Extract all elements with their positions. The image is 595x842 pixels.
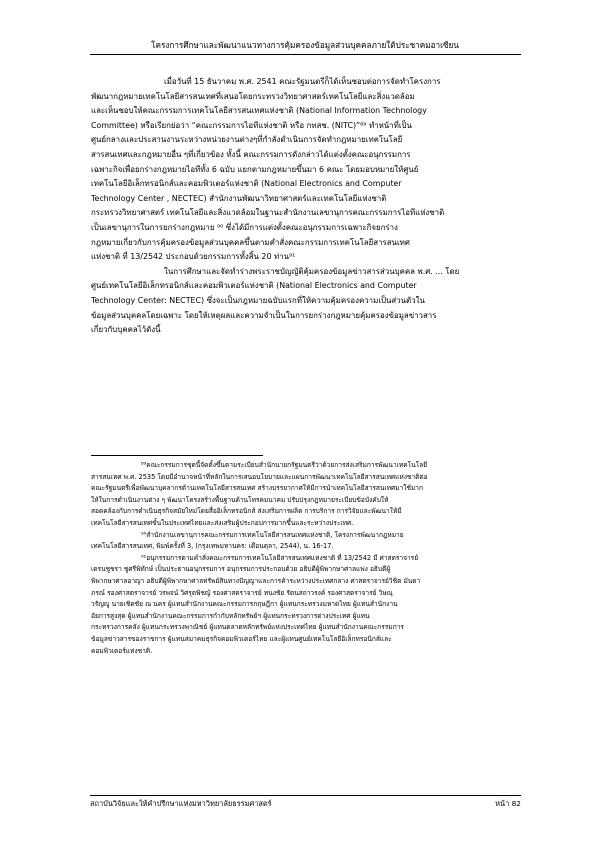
footer-institution: สถาบันวิจัยและให้คำปรึกษาแห่งมหาวิทยาลัยธรรมศาสตร์ xyxy=(90,799,272,808)
body-line: กฎหมายเกี่ยวกับการคุ้มครองข้อมูลส่วนบุคคลขึ้นตามคำสั่งคณะกรรมการเทคโนโลยีสารสนเทศ xyxy=(91,237,410,247)
footnote-line: พิพากษาศาลอาญา อธิบดีผู้พิพากษาศาลทรัพย์สินทางปัญญาและการค้าระหว่างประเทศกลาง ศาสตราจารย์วิชิต มันดา xyxy=(91,576,421,585)
footnote-line: ⁹⁰สำนักงานเลขานุการคณะกรรมการเทคโนโลยีสารสนเทศแห่งชาติ, โครงการพัฒนากฎหมาย xyxy=(141,530,404,539)
body-line: กระทรวงวิทยาศาสตร์ เทคโนโลยีและสิ่งแวดล้อมในฐานะสำนักงานเลขานุการคณะกรรมการไอทีแห่งชาติ xyxy=(91,208,445,218)
body-line: เป็นเลขานุการในการยกร่างกฎหมาย ⁹⁰ ซึ่งได้มีการแต่งตั้งคณะอนุกรรมการเฉพาะกิจยกร่าง xyxy=(91,222,398,232)
footnote-line: กระทรวงการคลัง ผู้แทนกระทรวงพาณิชย์ ผู้แทนตลาดหลักทรัพย์แห่งประเทศไทย ผู้แทนสำนักงานคณะกรรมการ xyxy=(91,623,404,632)
footnote-line: เดรนชูชรา ชูศรีพิทักษ์ เป็นประธานอนุกรรมการ อนุกรรมการประกอบด้วย อธิบดีผู้พิพากษาศาลแพ่ง อธิบดีผู้ xyxy=(91,565,391,574)
body-line: ศูนย์เทคโนโลยีอิเล็กทรอนิกส์และคอมพิวเตอร์แห่งชาติ (National Electronics and Computer xyxy=(91,281,417,291)
footnote-line: ภรณ์ รองศาสตราจารย์ วรพจน์ วิศรุตพิชญ์ รองศาสตราจารย์ ทนงชัย รัตนสถาวรงค์ รองศาสตราจารย์ วิษณุ xyxy=(91,588,393,597)
body-line: พัฒนากฎหมายเทคโนโลยีสารสนเทศที่เสนอโดยกระทรวงวิทยาศาสตร์เทคโนโลยีและสิ่งแวดล้อม xyxy=(91,91,415,101)
body-line: แห่งชาติ ที่ 13/2542 ประกอบด้วยกรรมการทั้งสิ้น 20 ท่าน⁹¹ xyxy=(91,252,296,262)
footnote-line: ⁸⁹คณะกรรมการชุดนี้จัดตั้งขึ้นตามระเบียบสำนักนายกรัฐมนตรีว่าด้วยการส่งเสริมการพัฒนาเทคโนโลยี xyxy=(141,461,428,469)
footnote-line: อัยการสูงสุด ผู้แทนสำนักงานคณะกรรมการกำกับหลักทรัพย์ฯ ผู้แทนกระทรวงการต่างประเทศ ผู้แทน xyxy=(91,611,370,620)
footnote-line: วรัญญู นายเชิดชัย ณ นคร ผู้แทนสำนักงานคณะกรรมการกฤษฎีกา ผู้แทนกระทรวงมหาดไทย ผู้แทนสำนักงาน xyxy=(91,600,398,609)
page-header-title: โครงการศึกษาและพัฒนาแนวทางการคุ้มครองข้อมูลส่วนบุคคลภายใต้ประชาคมอาเซียน xyxy=(151,40,459,50)
footnote-line: เทคโนโลยีสารสนเทศ, พิมพ์ครั้งที่ 3, (กรุงเทพมหานคร: เดือนตุลา, 2544), น. 16-17. xyxy=(91,542,334,551)
footnote-line: ⁹¹อนุกรรมการตามคำสั่งคณะกรรมการเทคโนโลยีสารสนเทศแห่งชาติ ที่ 13/2542 มี ศาสตราจารย์ xyxy=(141,553,419,562)
body-text xyxy=(91,75,521,338)
footnotes xyxy=(91,460,521,657)
footnote-line: ข้อมูลข่าวสารของราชการ ผู้แทนสมาคมธุรกิจคอมพิวเตอร์ไทย และผู้แทนศูนย์เทคโนโลยีอิเล็กทรอนิกส์และ xyxy=(91,634,392,643)
footnote-line: สอดคล้องกับการดำเนินธุรกิจสมัยใหม่โดยสื่ออิเล็กทรอนิกส์ ส่งเสริมการผลิต การบริการ การวิจัยและพัฒนาให้มี xyxy=(91,507,402,516)
body-line: ข้อมูลส่วนบุคคลโดยเฉพาะ โดยให้เหตุผลและความจำเป็นในการยกร่างกฎหมายคุ้มครองข้อมูลข่าวสาร xyxy=(91,310,437,320)
body-line: เทคโนโลยีอิเล็กทรอนิกส์และคอมพิวเตอร์แห่งชาติ (National Electronics and Computer xyxy=(91,179,402,189)
body-line: ในการศึกษาและจัดทำร่างพระราชบัญญัติคุ้มครองข้อมูลข่าวสารส่วนบุคคล พ.ศ. ... โดย xyxy=(164,266,460,276)
body-line: สารสนเทศและกฎหมายอื่น ๆที่เกี่ยวข้อง ทั้งนี้ คณะกรรมการดังกล่าวได้แต่งตั้งคณะอนุกรรมการ xyxy=(91,149,411,159)
footnote-line: สารสนเทศ พ.ศ. 2535 โดยมีอำนาจหน้าที่หลักในการเสนอนโยบายและแผนการพัฒนาเทคโนโลยีสารสนเทศแห่งชาติต่อ xyxy=(91,472,428,481)
body-line: และเห็นชอบให้คณะกรรมการเทคโนโลยีสารสนเทศแห่งชาติ (National Information Technology xyxy=(91,106,427,116)
footnote-line: คอมพิวเตอร์แห่งชาติ. xyxy=(91,646,153,655)
body-line: ศูนย์กลางและประสานงานระหว่างหน่วยงานต่างๆที่กำลังดำเนินการจัดทำกฎหมายเทคโนโลยี xyxy=(91,135,403,145)
body-line: เมื่อวันที่ 15 ธันวาคม พ.ศ. 2541 คณะรัฐมนตรีก็ได้เห็นชอบต่อการจัดทำโครงการ xyxy=(164,77,441,86)
header-divider xyxy=(90,54,521,55)
footnote-line: คณะรัฐมนตรีเพื่อพัฒนาบุคลากรด้านเทคโนโลยีสารสนเทศ สร้างบรรยากาศให้มีการนำเทคโนโลยีสารสนเทศมาใช้มาก xyxy=(91,484,423,493)
body-line: Technology Center , NECTEC) สำนักงานพัฒนาวิทยาศาสตร์และเทคโนโลยีแห่งชาติ xyxy=(91,193,387,203)
page-number: หน้า 82 xyxy=(495,799,521,808)
footnote-divider xyxy=(91,455,263,456)
body-line: Technology Center: NECTEC) ซึ่งจะเป็นกฎหมายฉบับแรกที่ให้ความคุ้มครองความเป็นส่วนตัวใน xyxy=(91,295,425,305)
footnote-line: ให้ในการดำเนินงานต่าง ๆ พัฒนาโครงสร้างพื้นฐานด้านโทรคมนาคม ปรับปรุงกฎหมายระเบียบข้อบังคับให้ xyxy=(91,495,389,504)
footnote-line: เทคโนโลยีสารสนเทศขั้นในประเทศไทยและส่งเสริมผู้ประกอบการมากขึ้นและระหว่างประเทศ. xyxy=(91,518,354,527)
body-line: เกี่ยวกับบุคคลไว้ดังนี้ xyxy=(91,325,161,335)
body-line: เฉพาะกิจเพื่อยกร่างกฎหมายไอทีทั้ง 6 ฉบับ แยกตามกฎหมายขึ้นมา 6 คณะ โดยมอบหมายให้ศูนย์ xyxy=(91,164,419,174)
body-line: Committee) หรือเรียกย่อว่า “คณะกรรมการไอทีแห่งชาติ หรือ กทสช. (NITC)”⁸⁹ ทำหน้าที่เป็น xyxy=(91,120,412,130)
footer-divider xyxy=(90,795,521,796)
